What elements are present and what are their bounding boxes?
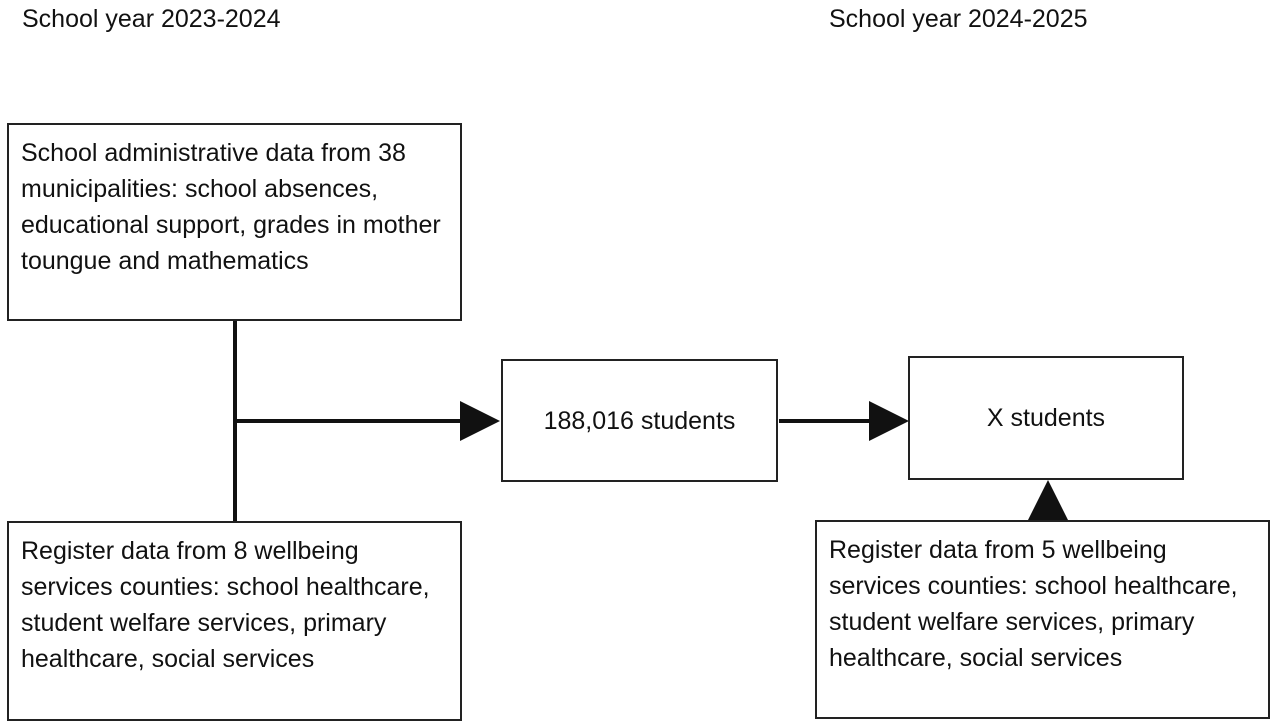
year-label-2024-2025: School year 2024-2025 bbox=[829, 5, 1088, 33]
register-data-5-counties-text: Register data from 5 wellbeing services counties: school healthcare, student welfare services, primary healthcare, social services bbox=[829, 536, 1238, 672]
students-188016-text: 188,016 students bbox=[543, 406, 736, 435]
year-label-2023-2024: School year 2023-2024 bbox=[22, 5, 281, 33]
students-188016-box bbox=[501, 359, 778, 482]
register-data-8-counties-box bbox=[7, 521, 462, 721]
school-administrative-data-box bbox=[7, 123, 462, 321]
register-data-8-counties-text: Register data from 8 wellbeing services counties: school healthcare, student welfare services, primary healthcare, social services bbox=[21, 537, 430, 673]
register-data-5-counties-box bbox=[815, 520, 1270, 719]
school-administrative-data-text: School administrative data from 38 municipalities: school absences, educational support, grades in mother toungue and mathematics bbox=[21, 139, 441, 275]
x-students-box bbox=[908, 356, 1184, 480]
x-students-text: X students bbox=[986, 404, 1106, 432]
